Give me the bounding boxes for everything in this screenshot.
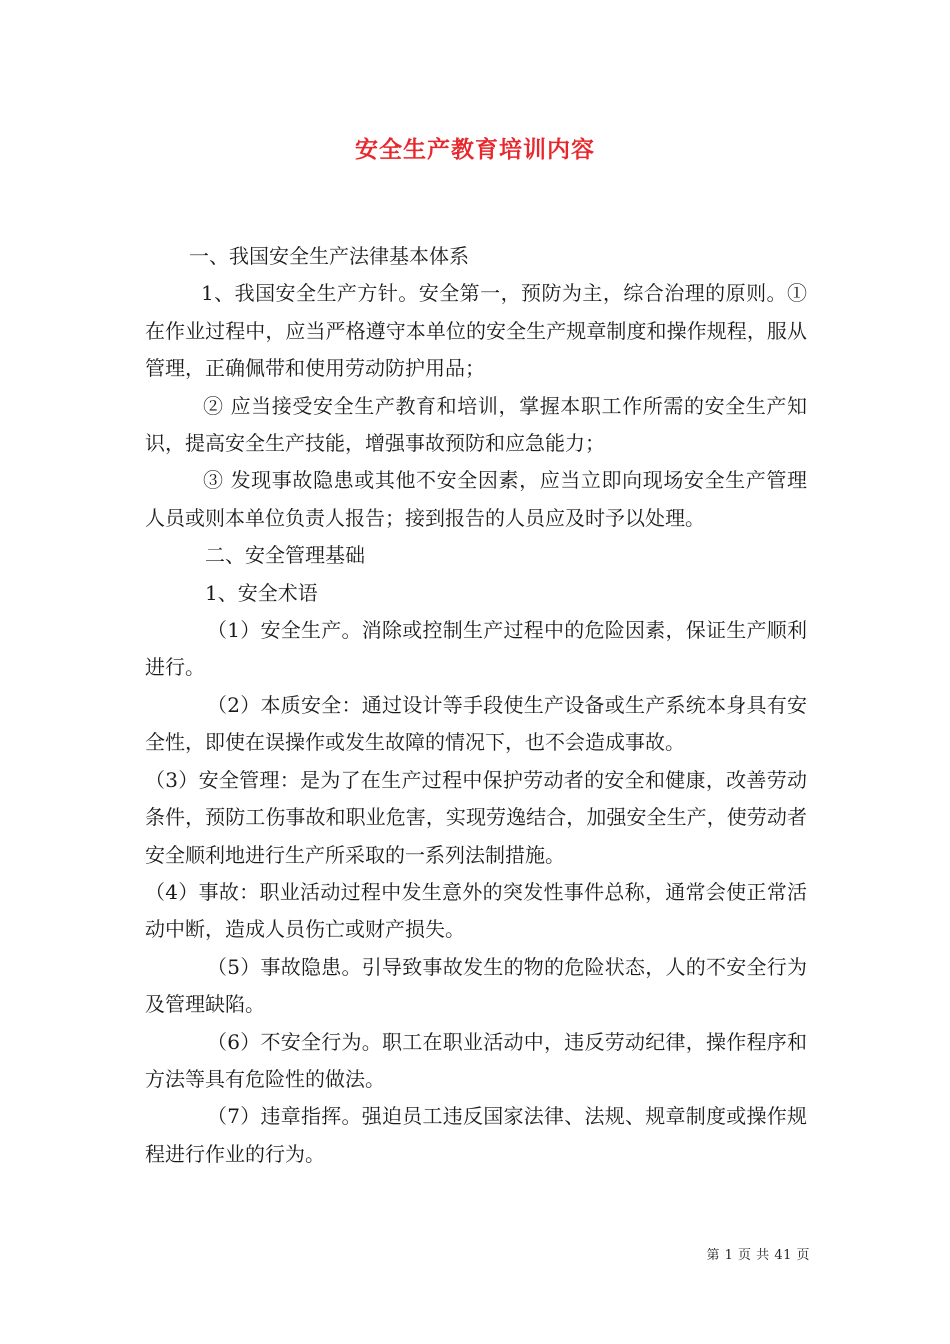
term-2: （2）本质安全：通过设计等手段使生产设备或生产系统本身具有安全性，即使在误操作或发生故障的情况下，也不会造成事故。 — [145, 692, 807, 755]
subsection-heading-terms: 1、安全术语 — [205, 580, 318, 605]
term-3: （3）安全管理：是为了在生产过程中保护劳动者的安全和健康，改善劳动条件，预防工伤事故和职业危害，实现劳逸结合，加强安全生产，使劳动者安全顺利地进行生产所采取的一系列法制措施。 — [145, 767, 807, 867]
term-5: （5）事故隐患。引导致事故发生的物的危险状态，人的不安全行为及管理缺陷。 — [145, 954, 807, 1017]
term-1: （1）安全生产。消除或控制生产过程中的危险因素，保证生产顺利进行。 — [145, 618, 807, 680]
page-number-footer: 第 1 页 共 41 页 — [706, 1248, 810, 1263]
term-7: （7）违章指挥。强迫员工违反国家法律、法规、规章制度或操作规程进行作业的行为。 — [145, 1104, 807, 1166]
paragraph-item-2: ② 应当接受安全生产教育和培训，掌握本职工作所需的安全生产知识，提高安全生产技能，增强事故预防和应急能力； — [145, 393, 807, 456]
document-body — [145, 238, 807, 1173]
term-4: （4）事故：职业活动过程中发生意外的突发性事件总称，通常会使正常活动中断，造成人员伤亡或财产损失。 — [145, 879, 807, 942]
section-heading-1: 一、我国安全生产法律基本体系 — [189, 244, 469, 268]
paragraph-item-3: ③ 发现事故隐患或其他不安全因素，应当立即向现场安全生产管理人员或则本单位负责人报告；接到报告的人员应及时予以处理。 — [145, 468, 807, 530]
term-6: （6）不安全行为。职工在职业活动中，违反劳动纪律，操作程序和方法等具有危险性的做法。 — [145, 1029, 807, 1091]
section-heading-2: 二、安全管理基础 — [205, 543, 365, 568]
document-title: 安全生产教育培训内容 — [355, 136, 595, 163]
paragraph-policy: 1、我国安全生产方针。安全第一，预防为主，综合治理的原则。①在作业过程中，应当严格遵守本单位的安全生产规章制度和操作规程，服从管理，正确佩带和使用劳动防护用品； — [145, 281, 807, 381]
